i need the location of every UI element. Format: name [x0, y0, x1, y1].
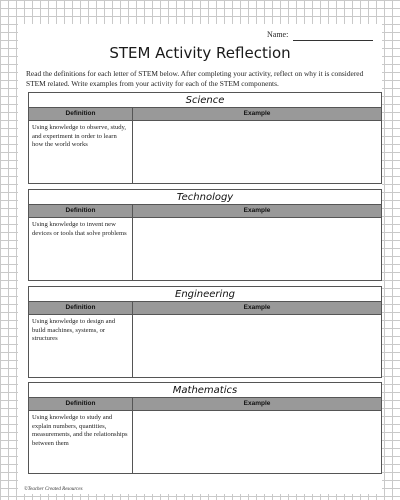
- page-title: STEM Activity Reflection: [109, 44, 291, 62]
- section-body-row: [28, 120, 382, 184]
- example-write-area[interactable]: [133, 411, 381, 473]
- column-headers: [28, 302, 382, 314]
- section-science: [28, 92, 382, 184]
- name-input-line[interactable]: [293, 40, 373, 41]
- section-body-row: [28, 217, 382, 281]
- definition-header: Definition: [29, 205, 133, 217]
- section-body-row: [28, 410, 382, 474]
- worksheet-page: [18, 24, 382, 494]
- example-header: Example: [243, 304, 271, 311]
- definition-text: Using knowledge to study and explain numbers, quantities, measurements, and the relationships between them: [29, 411, 133, 473]
- name-label: Name:: [267, 30, 289, 39]
- definition-text: Using knowledge to observe, study, and experiment in order to learn how the world works: [29, 121, 133, 183]
- section-mathematics: [28, 382, 382, 474]
- example-header: Example: [243, 207, 271, 214]
- section-engineering: [28, 286, 382, 378]
- section-body-row: [28, 314, 382, 378]
- definition-header: Definition: [29, 302, 133, 314]
- section-title: Mathematics: [28, 382, 382, 398]
- section-title: Science: [28, 92, 382, 108]
- definition-text: Using knowledge to design and build machines, systems, or structures: [29, 315, 133, 377]
- example-write-area[interactable]: [133, 218, 381, 280]
- definition-header: Definition: [29, 108, 133, 120]
- example-write-area[interactable]: [133, 121, 381, 183]
- section-title: Technology: [28, 189, 382, 205]
- example-header: Example: [243, 110, 271, 117]
- example-write-area[interactable]: [133, 315, 381, 377]
- definition-header: Definition: [29, 398, 133, 410]
- name-row: [18, 30, 382, 44]
- definition-text: Using knowledge to invent new devices or tools that solve problems: [29, 218, 133, 280]
- column-headers: [28, 398, 382, 410]
- column-headers: [28, 108, 382, 120]
- section-title: Engineering: [28, 286, 382, 302]
- copyright-footer: ©Teacher Created Resources: [24, 487, 83, 492]
- instructions-text: Read the definitions for each letter of STEM below. After completing your activity, reflect on why it is considered STEM related. Write examples from your activity for each of the STEM components.: [26, 69, 364, 88]
- section-technology: [28, 189, 382, 281]
- column-headers: [28, 205, 382, 217]
- example-header: Example: [243, 400, 271, 407]
